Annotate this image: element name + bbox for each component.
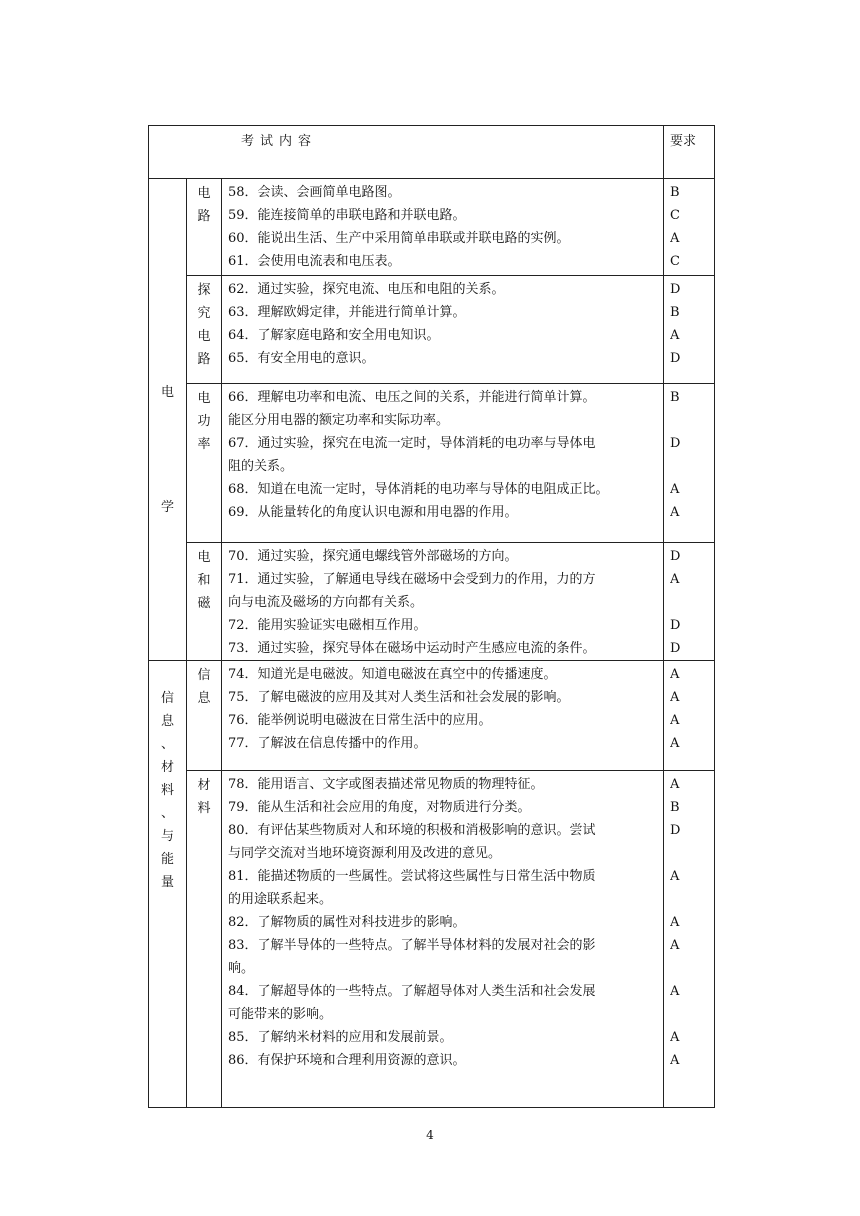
req-value: A	[670, 505, 680, 520]
item-line: 83．了解半导体的一些特点。了解半导体材料的发展对社会的影	[228, 938, 596, 953]
req-value: A	[670, 938, 680, 953]
item-line: 82．了解物质的属性对科技进步的影响。	[228, 915, 466, 930]
section-reqs-information	[664, 661, 715, 771]
item-line: 86．有保护环境和合理利用资源的意识。	[228, 1053, 466, 1068]
item-line: 68．知道在电流一定时，导体消耗的电功率与导体的电阻成正比。	[228, 482, 609, 497]
item-line: 70．通过实验，探究通电螺线管外部磁场的方向。	[228, 549, 518, 564]
category-label: 电 学	[160, 385, 174, 515]
item-line: 74．知道光是电磁波。知道电磁波在真空中的传播速度。	[228, 667, 557, 682]
req-value	[670, 1003, 714, 1026]
item-line: 61．会使用电流表和电压表。	[228, 254, 401, 269]
req-value	[670, 455, 714, 478]
category-label: 信 息 、 材 料 、 与 能 量	[160, 691, 174, 890]
req-value	[670, 957, 714, 980]
item-line: 77．了解波在信息传播中的作用。	[228, 736, 427, 751]
req-value: B	[670, 305, 680, 320]
item-line: 73．通过实验，探究导体在磁场中运动时产生感应电流的条件。	[228, 641, 596, 656]
req-value: A	[670, 777, 680, 792]
item-line: 78．能用语言、文字或图表描述常见物质的物理特征。	[228, 777, 544, 792]
req-value: D	[670, 436, 681, 451]
header-content: 考试内容	[149, 126, 664, 179]
section-items-materials	[222, 771, 664, 1108]
item-line: 63．理解欧姆定律，并能进行简单计算。	[228, 305, 466, 320]
req-value: B	[670, 800, 680, 815]
req-value: D	[670, 351, 681, 366]
item-line: 72．能用实验证实电磁相互作用。	[228, 618, 427, 633]
item-line: 64．了解家庭电路和安全用电知识。	[228, 328, 440, 343]
section-label-explore-circuit: 探 究 电 路	[187, 276, 222, 384]
exam-content-table	[148, 125, 715, 1108]
item-line: 81．能描述物质的一些属性。尝试将这些属性与日常生活中物质	[228, 869, 596, 884]
item-line: 71．通过实验，了解通电导线在磁场中会受到力的作用，力的方	[228, 572, 596, 587]
section-reqs-circuit	[664, 179, 715, 276]
req-value: D	[670, 549, 681, 564]
item-line: 58．会读、会画简单电路图。	[228, 185, 401, 200]
category-info-materials-energy	[149, 661, 187, 1108]
req-value: A	[670, 328, 680, 343]
section-label-materials: 材 料	[187, 771, 222, 1108]
req-value: D	[670, 641, 681, 656]
item-line: 阻的关系。	[228, 459, 294, 474]
item-line: 可能带来的影响。	[228, 1007, 333, 1022]
req-value: A	[670, 915, 680, 930]
section-items-information	[222, 661, 664, 771]
req-value: A	[670, 482, 680, 497]
item-line: 62．通过实验，探究电流、电压和电阻的关系。	[228, 282, 505, 297]
section-items-explore-circuit	[222, 276, 664, 384]
req-value: D	[670, 282, 681, 297]
req-value: A	[670, 736, 680, 751]
section-label-information: 信 息	[187, 661, 222, 771]
item-line: 85．了解纳米材料的应用和发展前景。	[228, 1030, 453, 1045]
req-value	[670, 842, 714, 865]
item-line: 与同学交流对当地环境资源利用及改进的意见。	[228, 846, 502, 861]
item-line: 60．能说出生活、生产中采用简单串联或并联电路的实例。	[228, 231, 570, 246]
item-line: 76．能举例说明电磁波在日常生活中的应用。	[228, 713, 492, 728]
req-value: A	[670, 667, 680, 682]
req-value: B	[670, 390, 680, 405]
req-value: C	[670, 254, 680, 269]
req-value: B	[670, 185, 680, 200]
section-reqs-electric-power	[664, 384, 715, 543]
req-value: D	[670, 823, 681, 838]
item-line: 84．了解超导体的一些特点。了解超导体对人类生活和社会发展	[228, 984, 596, 999]
req-value: A	[670, 690, 680, 705]
section-label-electric-power: 电 功 率	[187, 384, 222, 543]
section-label-circuit: 电 路	[187, 179, 222, 276]
req-value: A	[670, 1053, 680, 1068]
item-line: 的用途联系起来。	[228, 892, 333, 907]
section-reqs-electromagnetism	[664, 543, 715, 661]
req-value: A	[670, 869, 680, 884]
header-requirement: 要求	[664, 126, 715, 179]
req-value: A	[670, 1030, 680, 1045]
section-reqs-explore-circuit	[664, 276, 715, 384]
req-value: C	[670, 208, 680, 223]
req-value: A	[670, 984, 680, 999]
section-label-electromagnetism: 电 和 磁	[187, 543, 222, 661]
item-line: 75．了解电磁波的应用及其对人类生活和社会发展的影响。	[228, 690, 570, 705]
section-items-electromagnetism	[222, 543, 664, 661]
item-line: 59．能连接简单的串联电路和并联电路。	[228, 208, 466, 223]
req-value	[670, 591, 714, 614]
item-line: 67．通过实验，探究在电流一定时，导体消耗的电功率与导体电	[228, 436, 596, 451]
item-line: 79．能从生活和社会应用的角度，对物质进行分类。	[228, 800, 531, 815]
req-value	[670, 888, 714, 911]
section-reqs-materials	[664, 771, 715, 1108]
req-value	[670, 409, 714, 432]
req-value: A	[670, 231, 680, 246]
req-value: A	[670, 713, 680, 728]
section-items-electric-power	[222, 384, 664, 543]
item-line: 69．从能量转化的角度认识电源和用电器的作用。	[228, 505, 518, 520]
item-line: 响。	[228, 961, 255, 976]
item-line: 80．有评估某些物质对人和环境的积极和消极影响的意识。尝试	[228, 823, 596, 838]
item-line: 66．理解电功率和电流、电压之间的关系，并能进行简单计算。	[228, 390, 596, 405]
item-line: 能区分用电器的额定功率和实际功率。	[228, 413, 450, 428]
category-electric	[149, 179, 187, 661]
section-items-circuit	[222, 179, 664, 276]
item-line: 向与电流及磁场的方向都有关系。	[228, 595, 424, 610]
req-value: A	[670, 572, 680, 587]
item-line: 65．有安全用电的意识。	[228, 351, 375, 366]
req-value: D	[670, 618, 681, 633]
page-number: 4	[426, 1128, 434, 1142]
